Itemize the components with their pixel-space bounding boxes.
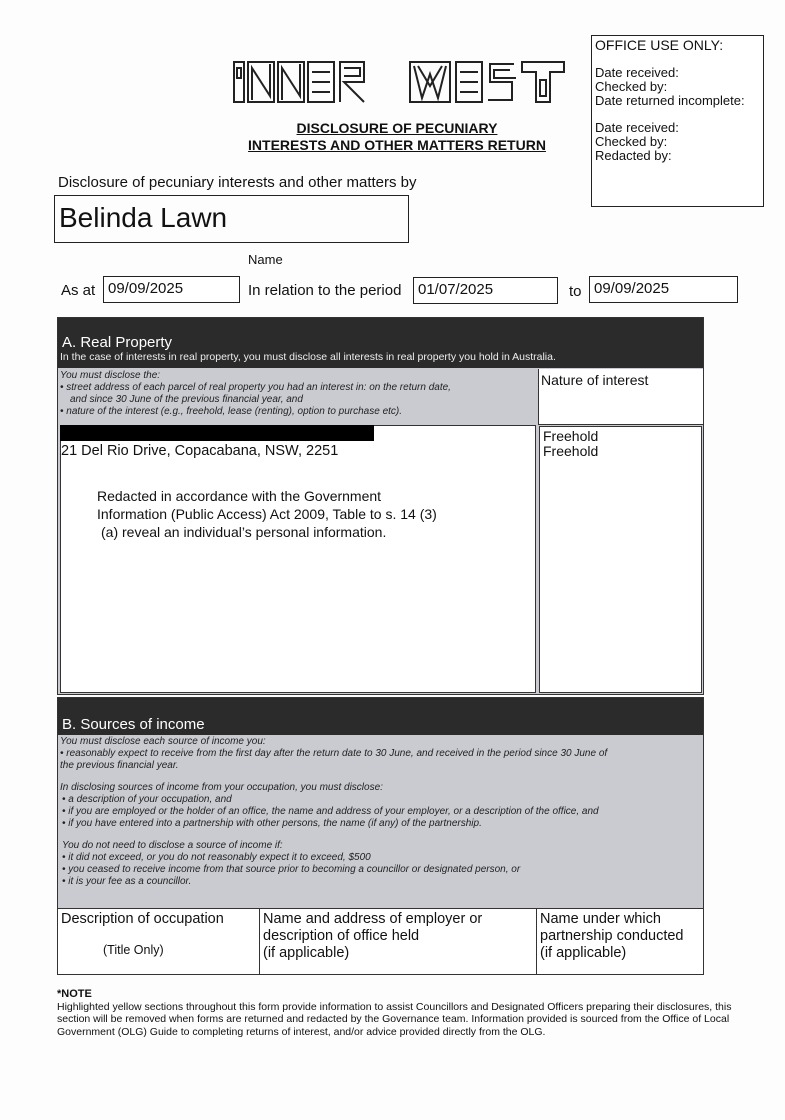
form-title-line-1: DISCLOSURE OF PECUNIARY [296, 120, 498, 136]
note-line: You must disclose the: [60, 370, 161, 381]
note-line: • nature of the interest (e.g., freehold, lease (renting), option to purchase etc). [60, 406, 403, 417]
note-line: In disclosing sources of income from your occupation, you must disclose: [60, 782, 383, 793]
period-label: In relation to the period [248, 282, 402, 299]
office-checked-by-1: Checked by: [595, 79, 668, 94]
office-redacted-by: Redacted by: [595, 148, 672, 163]
nature-entry: Freehold [543, 443, 599, 459]
employer-column [260, 909, 537, 975]
section-sources-of-income [57, 697, 704, 975]
note-line: • a description of your occupation, and [62, 794, 232, 805]
name-caption: Name [248, 252, 283, 267]
office-use-title: OFFICE USE ONLY: [595, 37, 724, 53]
form-title [200, 120, 594, 154]
office-date-received-2: Date received: [595, 120, 679, 135]
section-b-header [58, 698, 703, 735]
section-a-subtitle: In the case of interests in real property, you must disclose all interests in real property you hold in Australia. [60, 351, 556, 363]
occupation-header: Description of occupation [61, 911, 224, 927]
partnership-header-line: Name under which [540, 911, 661, 927]
occupation-column [58, 909, 260, 975]
nature-of-interest-field[interactable] [539, 426, 702, 693]
section-a-header [58, 318, 703, 368]
redaction-note-line: Information (Public Access) Act 2009, Table to s. 14 (3) [97, 506, 437, 522]
property-address-field[interactable] [60, 425, 536, 693]
income-table-header [58, 908, 703, 974]
note-line: • street address of each parcel of real property you had an interest in: on the return date, [60, 382, 451, 393]
office-date-returned-incomplete: Date returned incomplete: [595, 93, 745, 108]
partnership-column [537, 909, 703, 975]
redaction-note-line: Redacted in accordance with the Government [97, 488, 382, 504]
intro-text: Disclosure of pecuniary interests and other matters by [58, 174, 417, 191]
footnote-text: Highlighted yellow sections throughout this form provide information to assist Councillors and Designated Officers preparing their disclosures, this section will be removed when forms are returned and redacted by the Governance team. Information provided is sourced from the Office of Local Government (OLG) Guide to completing returns of interest, and/or advice provided directly from the OLG. [57, 1000, 732, 1038]
note-line: the previous financial year. [60, 760, 179, 771]
section-b-title: B. Sources of income [62, 716, 205, 733]
name-field[interactable]: Belinda Lawn [54, 195, 409, 243]
occupation-subheader: (Title Only) [103, 943, 164, 957]
redaction-bar [60, 425, 374, 441]
employer-header-line: description of office held [263, 928, 420, 944]
to-label: to [569, 283, 582, 300]
note-line: • if you have entered into a partnership with other persons, the name (if any) of the partnership. [62, 818, 482, 829]
redaction-note-line: (a) reveal an individual’s personal information. [101, 524, 387, 540]
period-from-field[interactable]: 01/07/2025 [413, 277, 558, 304]
inner-west-logo [232, 60, 566, 104]
redaction-note [97, 487, 457, 541]
office-use-box [591, 35, 764, 207]
as-at-label: As at [61, 282, 96, 299]
partnership-header-line: partnership conducted [540, 928, 684, 944]
section-a-title: A. Real Property [62, 334, 173, 351]
note-line: • it is your fee as a councillor. [62, 876, 192, 887]
nature-of-interest-header: Nature of interest [538, 369, 703, 425]
section-b-instructions [60, 736, 703, 888]
note-line: • reasonably expect to receive from the first day after the return date to 30 June, and received in the period since 30 June of [60, 748, 608, 759]
as-at-date-field[interactable]: 09/09/2025 [103, 276, 240, 303]
office-use-group-1 [595, 66, 760, 108]
footnote [57, 988, 737, 1038]
footnote-heading: *NOTE [57, 988, 92, 1000]
employer-header-line: Name and address of employer or [263, 911, 483, 927]
office-date-received-1: Date received: [595, 65, 679, 80]
note-line: • it did not exceed, or you do not reasonably expect it to exceed, $500 [62, 852, 371, 863]
form-title-line-2: INTERESTS AND OTHER MATTERS RETURN [248, 137, 546, 153]
note-line: • if you are employed or the holder of an office, the name and address of your employer, or a description of the office, and [62, 806, 599, 817]
note-line: and since 30 June of the previous financial year, and [70, 394, 303, 405]
note-line: You do not need to disclose a source of income if: [62, 840, 283, 851]
office-checked-by-2: Checked by: [595, 134, 668, 149]
partnership-header-line: (if applicable) [540, 945, 627, 961]
note-line: • you ceased to receive income from that source prior to becoming a councillor or designated person, or [62, 864, 521, 875]
period-to-field[interactable]: 09/09/2025 [589, 276, 738, 303]
section-a-instructions [60, 370, 535, 418]
property-address: 21 Del Rio Drive, Copacabana, NSW, 2251 [61, 443, 339, 459]
office-use-group-2 [595, 121, 760, 163]
note-line: You must disclose each source of income you: [60, 736, 266, 747]
nature-entry: Freehold [543, 428, 599, 444]
employer-header-line: (if applicable) [263, 945, 350, 961]
